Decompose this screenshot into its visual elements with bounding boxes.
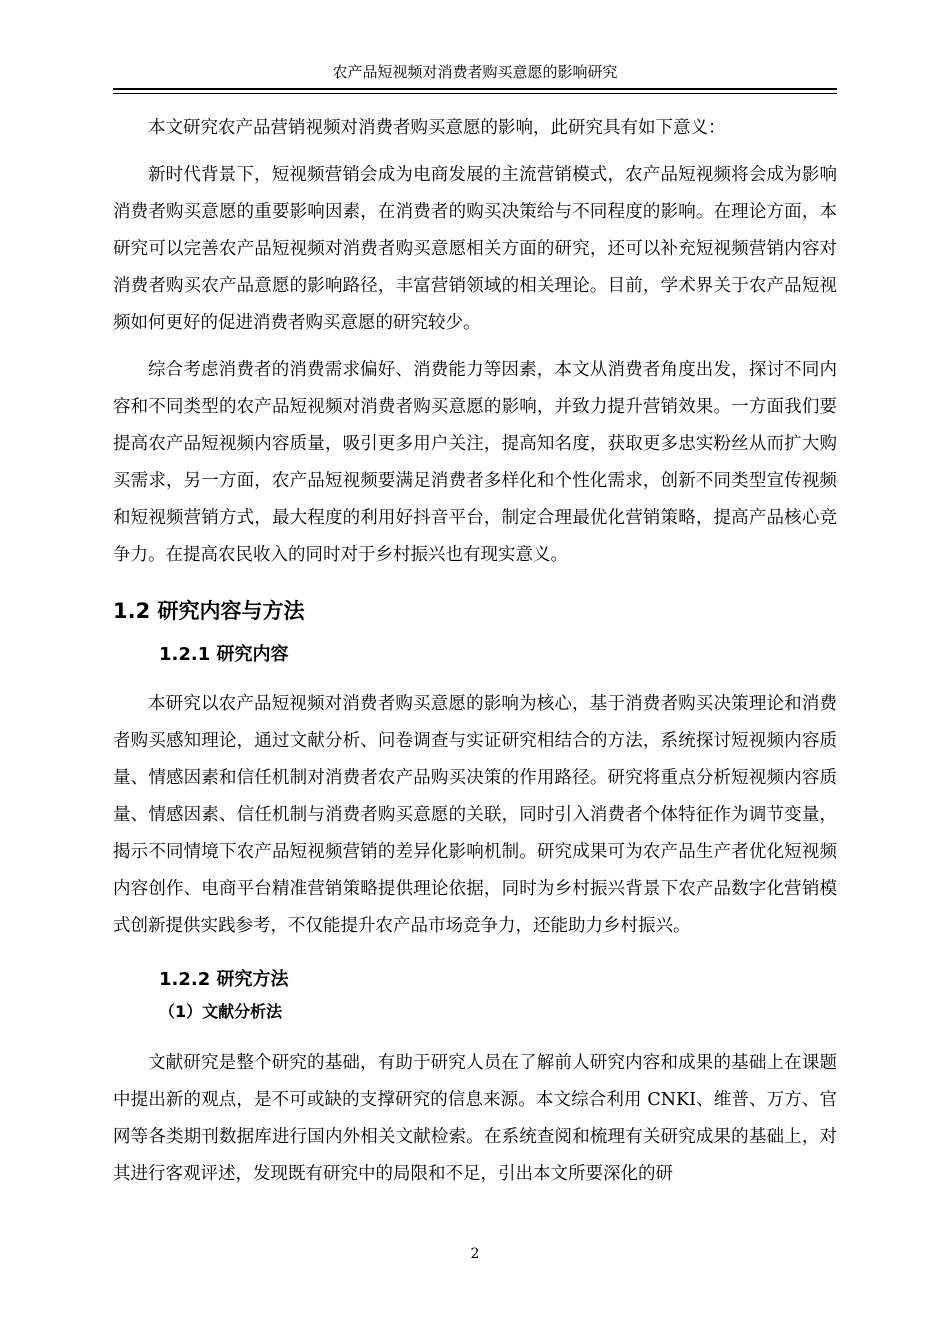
page-number: 2	[470, 1246, 480, 1262]
paragraph-significance-theory: 新时代背景下，短视频营销会成为电商发展的主流营销模式，农产品短视频将会成为影响消费者购买意愿的重要影响因素，在消费者的购买决策给与不同程度的影响。在理论方面，本研究可以完善农产品短视频对消费者购买意愿相关方面的研究，还可以补充短视频营销内容对消费者购买农产品意愿的影响路径，丰富营销领域的相关理论。目前，学术界关于农产品短视频如何更好的促进消费者购买意愿的研究较少。	[113, 165, 837, 333]
page-body	[113, 110, 837, 1193]
subsection-heading-1-2-1: 1.2.1 研究内容	[159, 644, 289, 665]
paragraph-significance-intro: 本文研究农产品营销视频对消费者购买意愿的影响，此研究具有如下意义：	[148, 118, 726, 138]
subsection-heading-1-2-2: 1.2.2 研究方法	[159, 969, 289, 990]
header-rule-thick	[113, 88, 837, 90]
paragraph-literature-method: 文献研究是整个研究的基础，有助于研究人员在了解前人研究内容和成果的基础上在课题中提出新的观点，是不可或缺的支撑研究的信息来源。本文综合利用 CNKI、维普、万方、官网等各类期刊数据库进行国内外相关文献检索。在系统查阅和梳理有关研究成果的基础上，对其进行客观评述，发现既有研究中的局限和不足，引出本文所要深化的研	[113, 1053, 837, 1184]
method-heading-literature: （1）文献分析法	[159, 1002, 283, 1021]
paragraph-significance-practice: 综合考虑消费者的消费需求偏好、消费能力等因素，本文从消费者角度出发，探讨不同内容和不同类型的农产品短视频对消费者购买意愿的影响，并致力提升营销效果。一方面我们要提高农产品短视频内容质量，吸引更多用户关注，提高知名度，获取更多忠实粉丝从而扩大购买需求，另一方面，农产品短视频要满足消费者多样化和个性化需求，创新不同类型宣传视频和短视频营销方式，最大程度的利用好抖音平台，制定合理最优化营销策略，提高产品核心竞争力。在提高农民收入的同时对于乡村振兴也有现实意义。	[113, 360, 837, 565]
header-rule-thin	[113, 93, 837, 94]
running-header: 农产品短视频对消费者购买意愿的影响研究	[332, 63, 618, 81]
section-heading-1-2: 1.2 研究内容与方法	[113, 599, 305, 623]
paragraph-research-content: 本研究以农产品短视频对消费者购买意愿的影响为核心，基于消费者购买决策理论和消费者购买感知理论，通过文献分析、问卷调查与实证研究相结合的方法，系统探讨短视频内容质量、情感因素和信任机制对消费者农产品购买决策的作用路径。研究将重点分析短视频内容质量、情感因素、信任机制与消费者购买意愿的关联，同时引入消费者个体特征作为调节变量，揭示不同情境下农产品短视频营销的差异化影响机制。研究成果可为农产品生产者优化短视频内容创作、电商平台精准营销策略提供理论依据，同时为乡村振兴背景下农产品数字化营销模式创新提供实践参考，不仅能提升农产品市场竞争力，还能助力乡村振兴。	[113, 694, 837, 936]
